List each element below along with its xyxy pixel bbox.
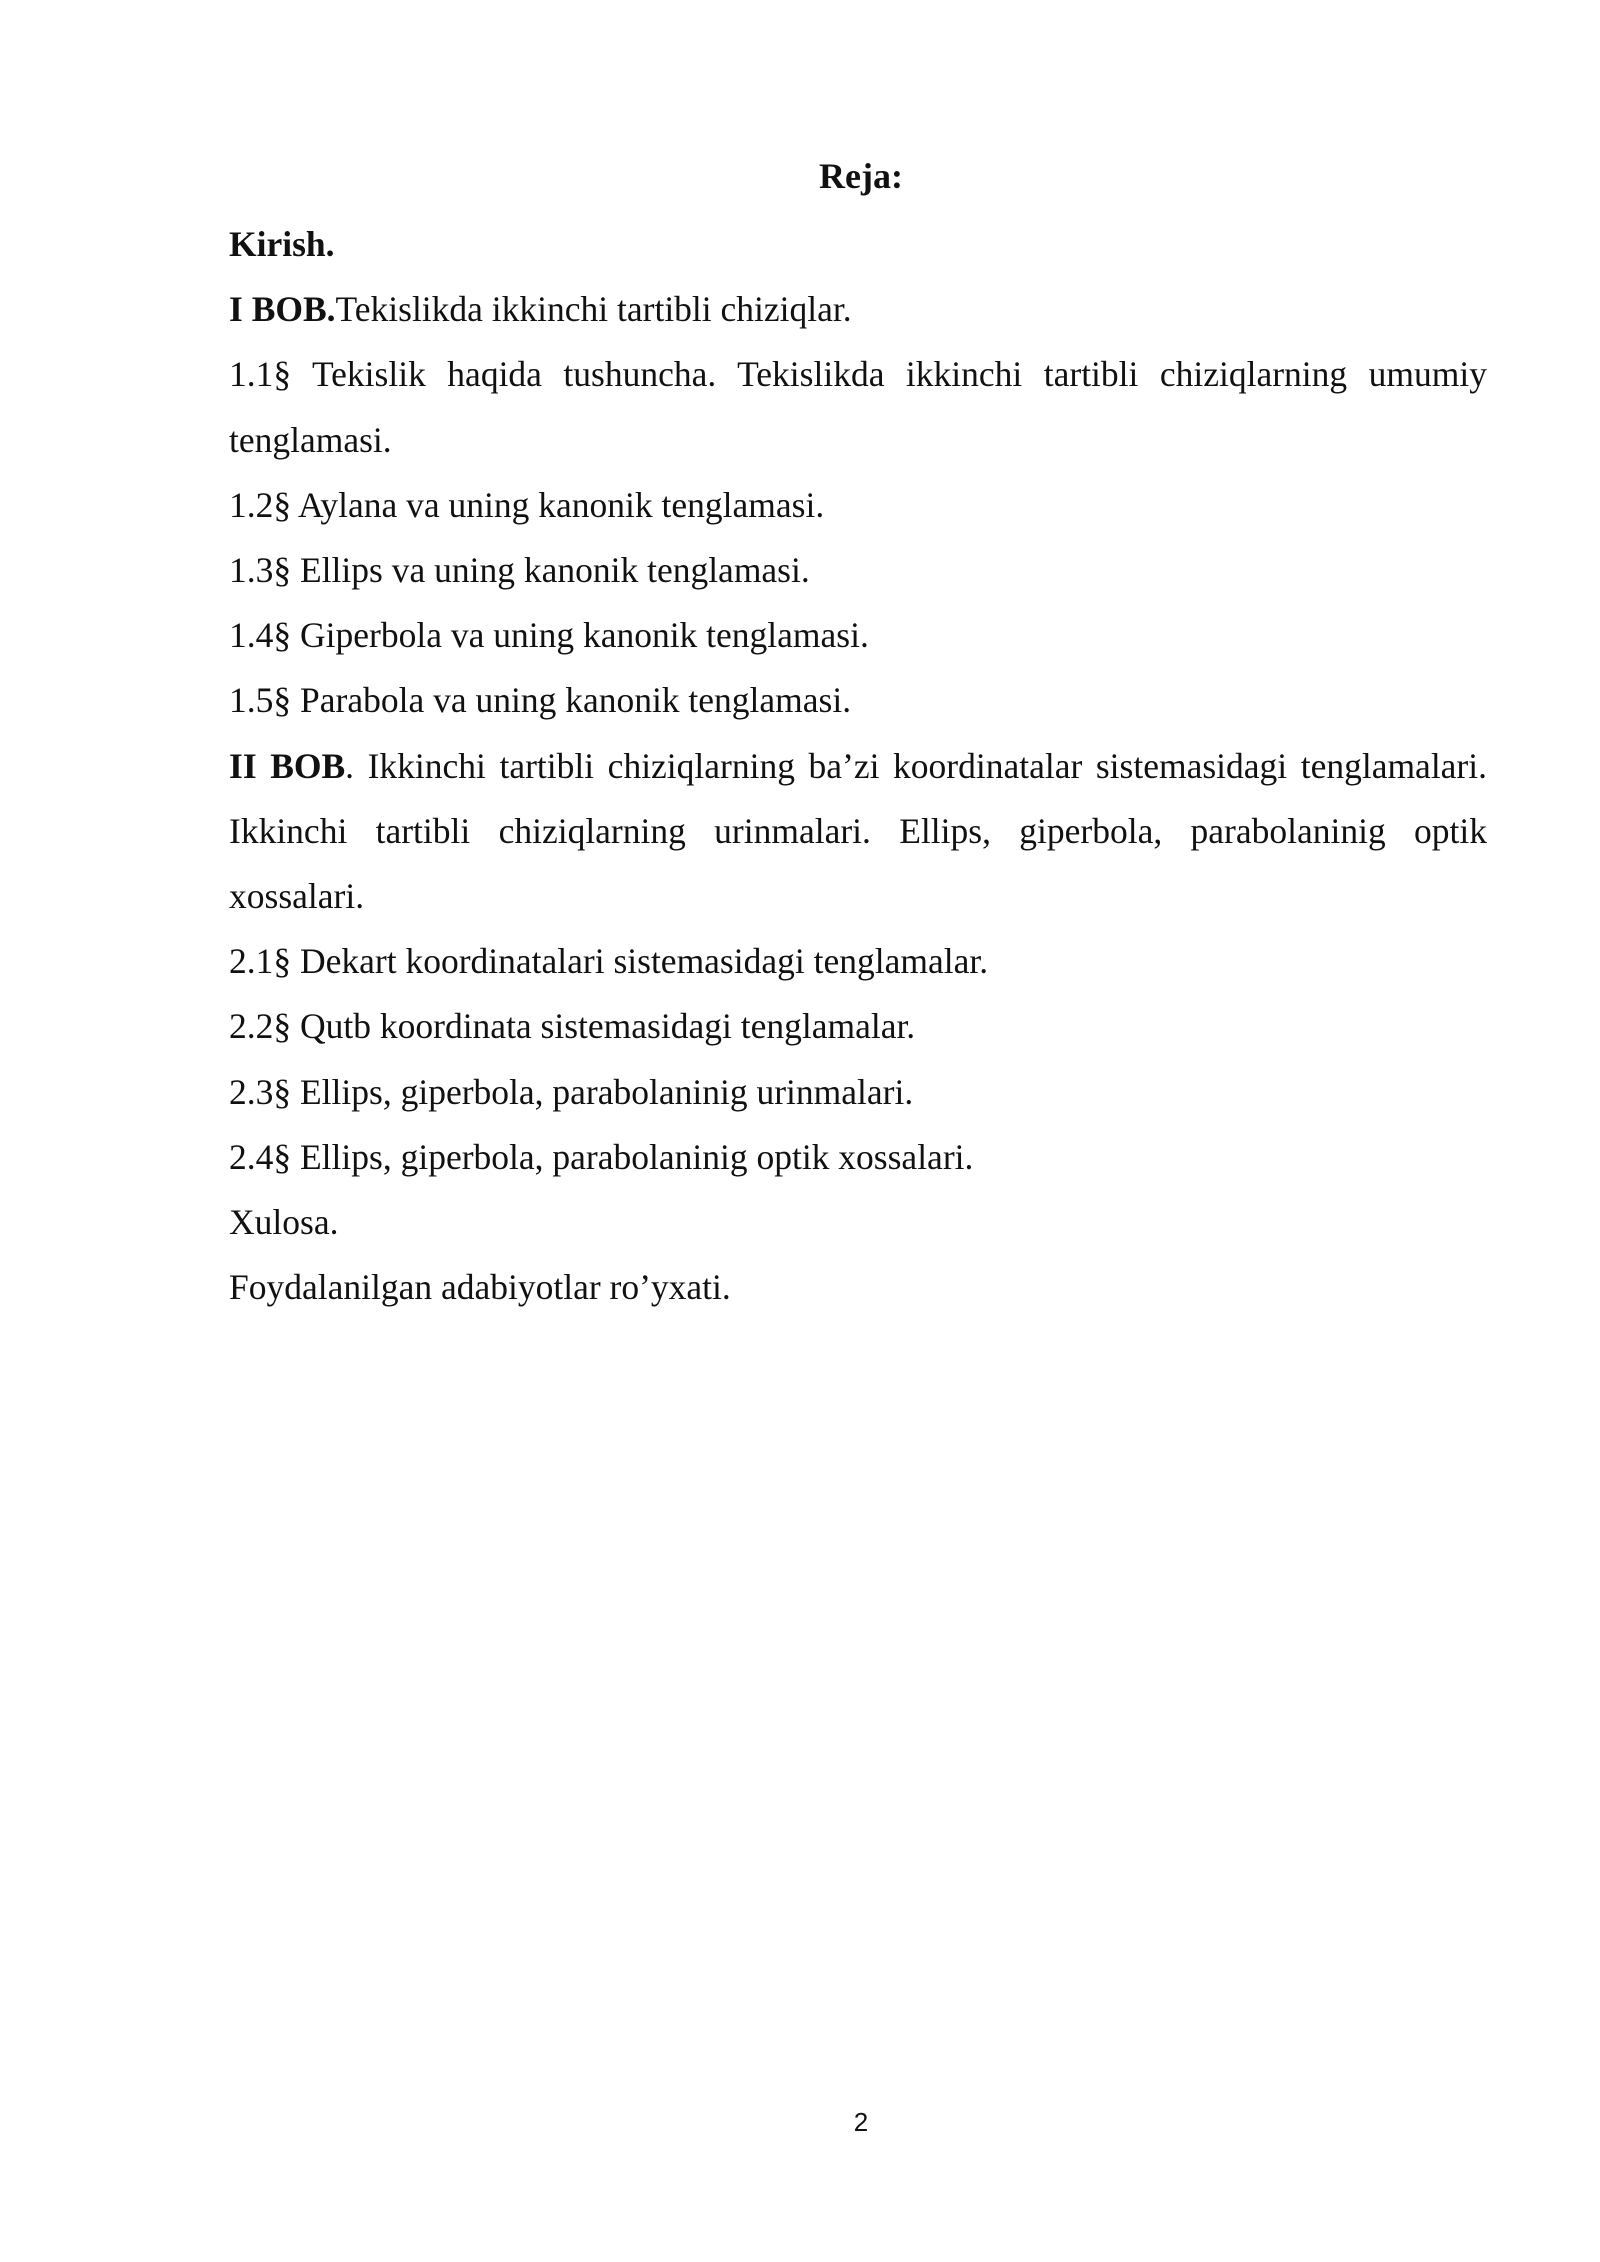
toc-item-section-2-3: 2.3§ Ellips, giperbola, parabolaninig urinmalari.	[229, 1071, 914, 1112]
page-number: 2	[853, 2107, 869, 2137]
table-of-contents	[229, 212, 1487, 1320]
toc-item-section-2-1: 2.1§ Dekart koordinatalari sistemasidagi tenglamalar.	[229, 941, 989, 982]
toc-item-section-2-4: 2.4§ Ellips, giperbola, parabolaninig optik xossalari.	[229, 1136, 974, 1177]
toc-item-section-1-3: 1.3§ Ellips va uning kanonik tenglamasi.	[229, 550, 810, 591]
chapter-2-label: II BOB	[229, 745, 346, 786]
toc-item-section-1-4: 1.4§ Giperbola va uning kanonik tenglamasi.	[229, 615, 869, 656]
toc-item-section-1-2: 1.2§ Aylana va uning kanonik tenglamasi.	[229, 484, 825, 525]
toc-item-chapter-2	[229, 734, 1487, 930]
chapter-1-label: I BOB.	[229, 289, 336, 330]
chapter-2-title: . Ikkinchi tartibli chiziqlarning ba’zi koordinatalar sistemasidagi tenglamalari. Ikkinchi tartibli chiziqlarning urinmalari. Ellips, giperbola, parabolaninig optik xossalari.	[229, 745, 1487, 917]
toc-item-chapter-1	[229, 277, 1487, 342]
toc-item-section-2-2: 2.2§ Qutb koordinata sistemasidagi tenglamalar.	[229, 1006, 916, 1047]
chapter-1-title: Tekislikda ikkinchi tartibli chiziqlar.	[335, 289, 852, 330]
toc-item-intro: Kirish.	[229, 224, 335, 264]
toc-item-section-1-1: 1.1§ Tekislik haqida tushuncha. Tekislikda ikkinchi tartibli chiziqlarning umumiy tenglamasi.	[229, 354, 1487, 460]
toc-item-section-1-5: 1.5§ Parabola va uning kanonik tenglamasi.	[229, 680, 852, 721]
toc-item-conclusion: Xulosa.	[229, 1202, 339, 1243]
toc-item-references: Foydalanilgan adabiyotlar ro’yxati.	[229, 1267, 731, 1308]
page-title: Reja:	[819, 156, 903, 196]
